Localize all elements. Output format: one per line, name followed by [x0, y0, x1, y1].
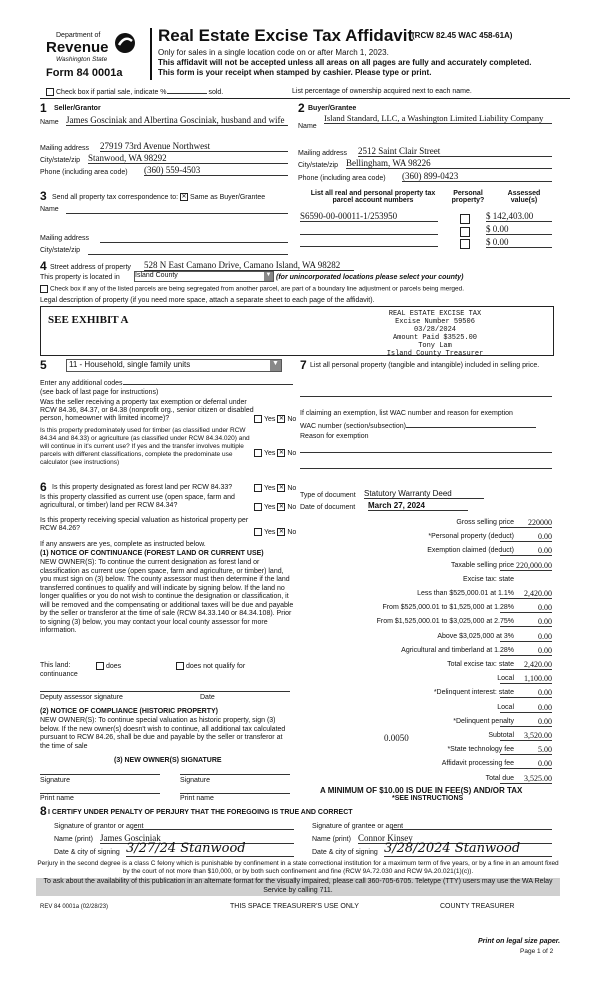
this-land-label: This land:	[40, 662, 71, 669]
tax-value[interactable]: 220,000.00	[500, 561, 552, 571]
notice-compliance-text: NEW OWNER(S): To continue special valuation as historic property, sign (3) below. If the new owner(s) doesn't wish to continue, all additional tax calculated pursuant to RCW 84.26, shall be due and payable by the seller or transferor at the time of sale	[40, 717, 286, 750]
sec3-mail-label: Mailing address	[40, 235, 90, 242]
yes-checkbox[interactable]	[254, 503, 262, 511]
grantor-sig-label: Signature of grantor or agent	[54, 823, 144, 830]
page-title: Real Estate Excise Tax Affidavit	[158, 26, 414, 45]
tax-label: *Delinquent interest: state	[433, 689, 514, 697]
forest-question: Is this property designated as forest land per RCW 84.33?	[52, 484, 233, 491]
buyer-mail[interactable]: 2512 Saint Clair Street	[358, 146, 552, 157]
tax-label: Exemption claimed (deduct)	[427, 547, 514, 555]
doc-date-label: Date of document	[300, 504, 356, 511]
print-line[interactable]	[180, 793, 290, 794]
personal-property-line[interactable]	[300, 396, 552, 397]
certify-text: I CERTIFY UNDER PENALTY OF PERJURY THAT THE FOREGOING IS TRUE AND CORRECT	[48, 809, 353, 816]
tax-value[interactable]: 1,100.00	[500, 674, 552, 684]
seller-city[interactable]: Stanwood, WA 98292	[88, 153, 288, 164]
grantee-name-label: Name (print)	[312, 836, 351, 843]
tax-label: Taxable selling price	[450, 561, 514, 569]
seller-name[interactable]: James Gosciniak and Albertina Gosciniak, husband and wife	[66, 115, 288, 126]
header-line-3: This form is your receipt when stamped by cashier. Please type or print.	[158, 68, 432, 77]
seller-mail[interactable]: 27919 73rd Avenue Northwest	[100, 141, 288, 152]
current-use-yes-no: Yes ✕ No	[254, 503, 296, 511]
located-label: This property is located in	[40, 274, 120, 281]
buyer-phone[interactable]: (360) 899-0423	[402, 171, 552, 182]
seller-city-label: City/state/zip	[40, 157, 81, 164]
does-not-checkbox[interactable]	[176, 662, 184, 670]
if-any-note: If any answers are yes, complete as instructed below.	[40, 541, 206, 548]
notice-continuance-text: NEW OWNER(S): To continue the current designation as forest land or classification as current use (open space, farm and agriculture, or timber) land, you must sign on (3) below. The county assessor must then determine if the land transferred continues to qualify and will indicate by signing below. If the land no longer qualifies or you do not wish to continue the designation or classification, it will be removed and the compensating or additional taxes will be due and payable by the seller or transferor at the time of sale (RCW 84.33.140 or 84.34.108). Prior to signing (3) below, you may contact your local county assessor for more information.	[40, 559, 294, 634]
exemption-yes-no: Yes ✕ No	[254, 415, 296, 423]
form-number: Form 84 0001a	[46, 67, 123, 79]
tax-value[interactable]: 2,420.00	[500, 589, 552, 599]
signature-line[interactable]	[40, 774, 160, 775]
sec3-label: Send all property tax correspondence to: ✕ Same as Buyer/Grantee	[52, 193, 265, 201]
tax-value[interactable]: 0.00	[500, 632, 552, 642]
rcw-ref: (RCW 82.45 WAC 458-61A)	[412, 31, 513, 40]
county-note: (for unincorporated locations please select your county)	[276, 274, 464, 281]
tax-value[interactable]: 220000	[500, 518, 552, 528]
land-use-select[interactable]: 11 - Household, single family units ▼	[66, 359, 282, 372]
seller-title: Seller/Grantor	[54, 105, 101, 112]
no-checkbox[interactable]	[277, 503, 285, 511]
no-checkbox[interactable]	[277, 484, 285, 492]
tax-label: Total excise tax: state	[447, 661, 514, 668]
parcel-line[interactable]	[300, 234, 438, 235]
grantor-date-label: Date & city of signing	[54, 849, 120, 856]
state-text: Washington State	[56, 56, 108, 63]
tax-value[interactable]: 0.00	[500, 703, 552, 713]
tax-value[interactable]: 0.00	[500, 603, 552, 613]
tax-label: Gross selling price	[456, 519, 514, 526]
exemption-question: Was the seller receiving a property tax exemption or deferral under RCW 84.36, 84.37, or 84.38 (nonprofit org., senior citizen or disabled person, homeowner with limited income)?	[40, 399, 254, 422]
legal-size-note: Print on legal size paper.	[478, 938, 561, 945]
sec7-num: 7	[300, 358, 307, 372]
rev-number: REV 84 0001a (02/28/23)	[40, 904, 109, 910]
personal-checkbox[interactable]	[460, 214, 470, 224]
sec3-name-label: Name	[40, 206, 59, 213]
personal-checkbox[interactable]	[460, 227, 470, 237]
county-select[interactable]: Island County ▼	[134, 271, 274, 282]
signature-line[interactable]	[180, 774, 290, 775]
grantee-date-city[interactable]: 3/28/2024 Stanwood	[384, 841, 552, 857]
deputy-signature-line[interactable]	[40, 691, 290, 692]
buyer-name[interactable]: Island Standard, LLC, a Washington Limited Liability Company	[324, 113, 552, 124]
no-checkbox[interactable]	[277, 449, 285, 457]
wac-label: WAC number (section/subsection)	[300, 423, 536, 430]
sec2-num: 2	[298, 101, 305, 115]
header-divider	[150, 28, 152, 80]
yes-checkbox[interactable]	[254, 484, 262, 492]
personal-checkbox[interactable]	[460, 239, 470, 249]
yes-checkbox[interactable]	[254, 449, 262, 457]
seller-name-label: Name	[40, 119, 59, 126]
tax-value[interactable]: 0.00	[500, 717, 552, 727]
legal-label: Legal description of property (if you need more space, attach a separate sheet to each page of the affidavit).	[40, 297, 375, 304]
continuance-label: continuance	[40, 671, 78, 678]
perjury-note: Perjury in the second degree is a class C felony which is punishable by confinement in a state correctional institution for a maximum term of five years, or by a fine in an amount fixed by the court of not more than $10,000, or by both such confinement and fine (RCW 9A.72.030 and RCW 9A.20.021(1)(c)).	[37, 860, 559, 875]
buyer-phone-label: Phone (including area code)	[298, 175, 386, 182]
tax-label: Local	[497, 675, 514, 683]
no-checkbox[interactable]	[277, 415, 285, 423]
street-address[interactable]: 528 N East Camano Drive, Camano Island, WA 98282	[144, 260, 354, 271]
chevron-down-icon: ▼	[270, 360, 281, 371]
page-number: Page 1 of 2	[520, 948, 554, 955]
does-option: does	[96, 662, 121, 670]
doc-type-label: Type of document	[300, 492, 356, 499]
sec6-num: 6	[40, 480, 47, 494]
print-label: Print name	[180, 795, 214, 802]
does-checkbox[interactable]	[96, 662, 104, 670]
forest-yes-no: Yes ✕ No	[254, 484, 296, 492]
tax-label: *Personal property (deduct)	[428, 533, 514, 541]
sec3-name-line[interactable]	[66, 213, 288, 214]
revenue-text: Revenue	[46, 39, 109, 56]
new-owner-sig-title: (3) NEW OWNER(S) SIGNATURE	[114, 757, 222, 764]
see-instructions: *SEE INSTRUCTIONS	[392, 795, 464, 802]
sec5-num: 5	[40, 358, 47, 372]
tax-value[interactable]: 3,520.00	[500, 731, 552, 741]
yes-checkbox[interactable]	[254, 528, 262, 536]
parcel-line[interactable]	[300, 246, 438, 247]
buyer-mail-label: Mailing address	[298, 150, 348, 157]
tax-value[interactable]: 0.00	[500, 546, 552, 556]
parcel-header: List all real and personal property tax parcel account numbers	[310, 190, 436, 204]
segregated-note: Check box if any of the listed parcels are being segregated from another parcel, are part of a boundary line adjustment or parcels being merged.	[40, 285, 464, 293]
buyer-title: Buyer/Grantee	[308, 105, 357, 112]
seller-phone-label: Phone (including area code)	[40, 169, 128, 176]
grantor-date-city[interactable]: 3/27/24 Stanwood	[126, 841, 294, 857]
tax-label: Local	[497, 703, 514, 711]
sec4-num: 4	[40, 259, 47, 273]
grantor-signature[interactable]	[134, 829, 294, 830]
assessed-header: Assessed value(s)	[507, 190, 541, 204]
tax-value[interactable]: 3,525.00	[500, 774, 552, 784]
minimum-notice: A MINIMUM OF $10.00 IS DUE IN FEE(S) AND/OR TAX	[320, 786, 523, 795]
legal-description: SEE EXHIBIT A	[48, 314, 129, 326]
tax-value[interactable]: 0.00	[500, 688, 552, 698]
treasurer-stamp: REAL ESTATE EXCISE TAX Excise Number 59506 03/28/2024 Amount Paid $3525.00 Tony Lam Island County Treasurer	[386, 310, 484, 358]
partial-sale: Check box if partial sale, indicate % sold.	[46, 88, 223, 96]
buyer-name-label: Name	[298, 123, 317, 130]
historic-yes-no: Yes ✕ No	[254, 528, 296, 536]
grantee-sig-label: Signature of grantee or agent	[312, 823, 404, 830]
tax-value[interactable]: 5.00	[500, 745, 552, 755]
doc-date[interactable]: March 27, 2024	[368, 501, 468, 511]
tax-label: Agricultural and timberland at 1.28%	[401, 646, 514, 654]
sec3-mail-line[interactable]	[100, 242, 288, 243]
assessed-value[interactable]: $ 0.00	[486, 224, 552, 235]
yes-checkbox[interactable]	[254, 415, 262, 423]
tax-value[interactable]: 0.00	[500, 617, 552, 627]
seller-phone[interactable]: (360) 559-4503	[144, 165, 288, 176]
tax-value[interactable]: 0.00	[500, 532, 552, 542]
codes-label: Enter any additional codes	[40, 380, 293, 387]
reason-line[interactable]	[300, 452, 552, 453]
chevron-down-icon: ▼	[264, 272, 273, 281]
tax-label: Above $3,025,000 at 3%	[437, 632, 514, 640]
same-as-buyer-checkbox[interactable]	[180, 193, 188, 201]
doc-type[interactable]: Statutory Warranty Deed	[364, 489, 484, 499]
timber-yes-no: Yes ✕ No	[254, 449, 296, 457]
tax-label: From $525,000.01 to $1,525,000 at 1.28%	[382, 604, 514, 612]
current-use-question: Is this property classified as current use (open space, farm and agricultural, or timber) land per RCW 84.34?	[40, 494, 235, 509]
list-pct: List percentage of ownership acquired next to each name.	[292, 88, 472, 95]
dept-text: Department of	[56, 32, 101, 39]
personal-header: Personal property?	[451, 190, 485, 204]
tax-label: *Delinquent penalty	[453, 717, 514, 725]
header-line-1: Only for sales in a single location code on or after March 1, 2023.	[158, 48, 389, 57]
sec3-num: 3	[40, 189, 47, 203]
seller-mail-label: Mailing address	[40, 145, 90, 152]
tax-label: *State technology fee	[447, 746, 514, 754]
assessed-value[interactable]: $ 142,403.00	[486, 211, 552, 222]
tax-value[interactable]: 2,420.00	[500, 660, 552, 670]
assessed-value[interactable]: $ 0.00	[486, 237, 552, 248]
grantee-name[interactable]: Connor Kinsey	[358, 833, 552, 844]
grantor-name-label: Name (print)	[54, 836, 93, 843]
exempt-label: If claiming an exemption, list WAC number and reason for exemption	[300, 410, 513, 417]
header-line-2: This affidavit will not be accepted unless all areas on all pages are fully and accurately completed.	[158, 58, 532, 67]
tax-label: From $1,525,000.01 to $3,025,000 at 2.75%	[376, 618, 514, 626]
treasurer-use: THIS SPACE TREASURER'S USE ONLY	[230, 903, 359, 910]
tax-label: Less than $525,000.01 at 1.1%	[417, 590, 514, 597]
tax-label: Subtotal	[488, 732, 514, 739]
grantee-date-label: Date & city of signing	[312, 849, 378, 856]
sec3-city-label: City/state/zip	[40, 247, 81, 254]
codes-note: (see back of last page for instructions)	[40, 389, 159, 396]
notice-compliance-title: (2) NOTICE OF COMPLIANCE (HISTORIC PROPERTY)	[40, 708, 218, 715]
tax-value[interactable]: 0.00	[500, 646, 552, 656]
timber-question: Is this property predominately used for timber (as classified under RCW 84.34 and 84.33) or agriculture (as classified under RCW 84.34.020) and will continue in it's current use? If yes and the transfer involves multiple parcels with different classifications, complete the predominate use calculator (see instructions)	[40, 427, 250, 466]
county-treasurer: COUNTY TREASURER	[440, 903, 515, 910]
partial-checkbox[interactable]	[46, 88, 54, 96]
reason-label: Reason for exemption	[300, 433, 369, 440]
sig-label: Signature	[40, 777, 70, 784]
print-line[interactable]	[40, 793, 160, 794]
segregated-checkbox[interactable]	[40, 285, 48, 293]
sec1-num: 1	[40, 101, 47, 115]
no-checkbox[interactable]	[277, 528, 285, 536]
buyer-city[interactable]: Bellingham, WA 98226	[346, 158, 552, 169]
tax-value[interactable]: 0.00	[500, 759, 552, 769]
reason-line[interactable]	[300, 468, 552, 469]
tax-label: Affidavit processing fee	[441, 760, 514, 768]
historic-question: Is this property receiving special valuation as historical property per RCW 84.26?	[40, 517, 249, 532]
buyer-city-label: City/state/zip	[298, 162, 339, 169]
notice-continuance-title: (1) NOTICE OF CONTINUANCE (FOREST LAND OR CURRENT USE)	[40, 550, 264, 557]
local-rate[interactable]: 0.0050	[384, 733, 409, 743]
dor-logo-icon	[112, 32, 138, 54]
grantor-name[interactable]: James Gosciniak	[100, 833, 294, 844]
parcel-number[interactable]: S6590-00-00011-1/253950	[300, 211, 438, 222]
divider	[40, 98, 570, 99]
grantee-signature[interactable]	[392, 829, 552, 830]
sec3-city-line[interactable]	[88, 254, 288, 255]
does-not-option: does not qualify for	[176, 662, 245, 670]
print-label: Print name	[40, 795, 74, 802]
sig-label: Signature	[180, 777, 210, 784]
street-label: Street address of property	[50, 264, 131, 271]
tax-label: Total due	[485, 774, 514, 782]
deputy-date-label: Date	[200, 694, 215, 701]
alt-format-banner: To ask about the availability of this publication in an alternate format for the visually impaired, please call 360-705-6705. Teletype (TTY) users may use the WA Relay Service by calling 711.	[36, 878, 560, 896]
tax-label: Excise tax: state	[463, 575, 514, 583]
sec8-num: 8	[40, 804, 47, 818]
personal-property-label: List all personal property (tangible and intangible) included in selling price.	[310, 362, 540, 369]
deputy-label: Deputy assessor signature	[40, 694, 123, 701]
